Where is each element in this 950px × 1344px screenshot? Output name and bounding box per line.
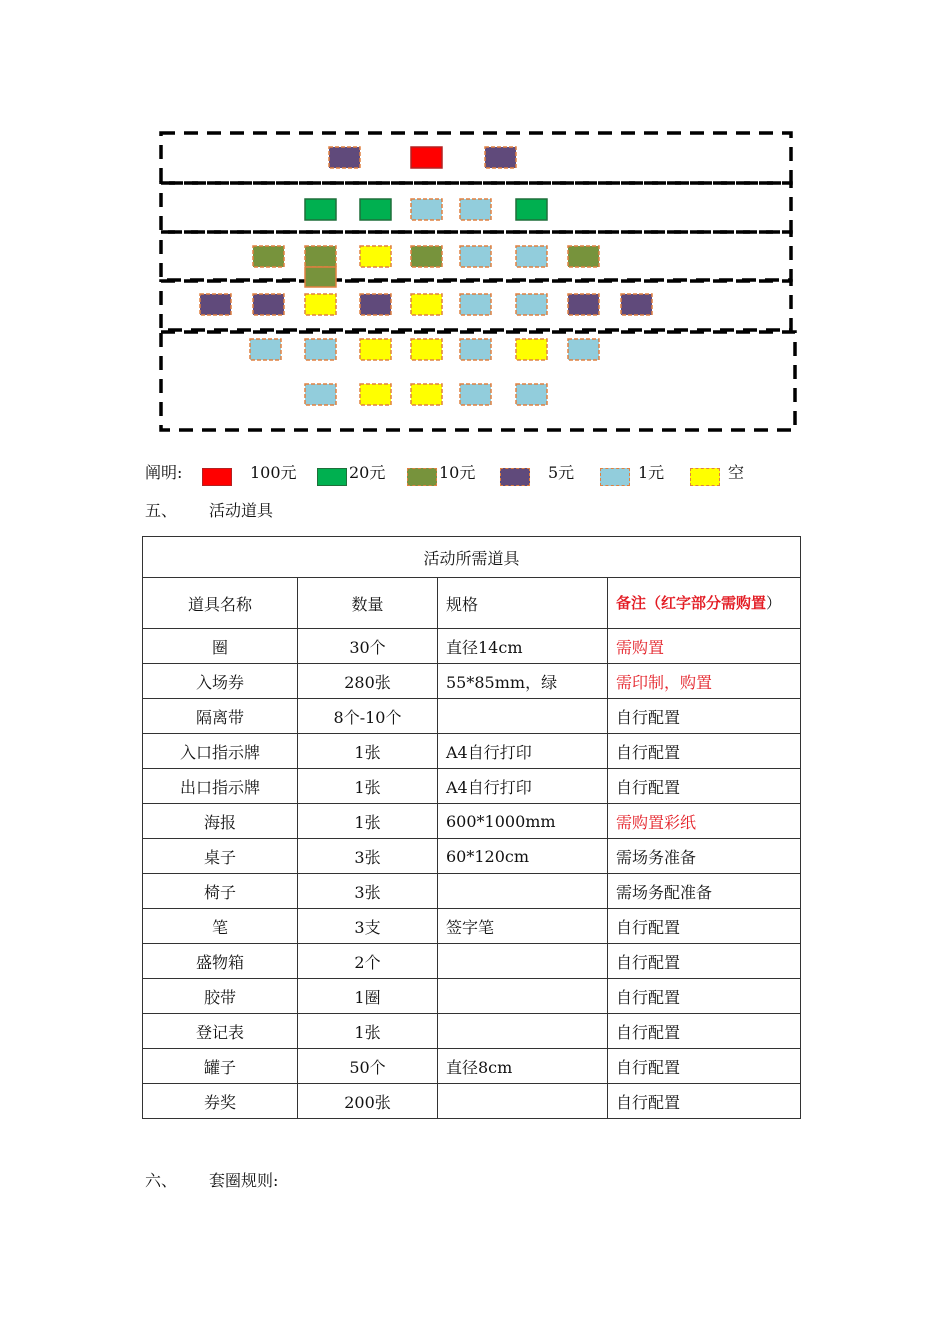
legend-text: 1元 — [638, 463, 665, 482]
cell-qty: 3张 — [298, 874, 438, 909]
cell-note: 自行配置 — [608, 944, 801, 979]
legend-swatch — [690, 468, 720, 486]
tile-1元 — [460, 246, 491, 267]
tile-1元 — [411, 199, 442, 220]
table-row — [143, 839, 801, 874]
table-row — [143, 979, 801, 1014]
cell-name: 罐子 — [143, 1049, 298, 1084]
cell-name: 券奖 — [143, 1084, 298, 1119]
cell-spec — [438, 874, 608, 909]
cell-name: 登记表 — [143, 1014, 298, 1049]
header-remark — [608, 578, 801, 629]
table-title-row — [143, 537, 801, 578]
section-six-title: 套圈规则: — [209, 1171, 279, 1190]
legend-swatch — [500, 468, 530, 486]
cell-name: 隔离带 — [143, 699, 298, 734]
legend-text: 10元 — [439, 463, 476, 482]
section-six-number: 六、 — [145, 1171, 178, 1190]
cell-note: 需场务配准备 — [608, 874, 801, 909]
tile-10元 — [253, 246, 284, 267]
cell-name: 出口指示牌 — [143, 769, 298, 804]
cell-qty: 1张 — [298, 804, 438, 839]
table-row — [143, 699, 801, 734]
tile-1元 — [460, 294, 491, 315]
legend-text: 5元 — [548, 463, 575, 482]
tile-1元 — [516, 246, 547, 267]
tile-1元 — [516, 384, 547, 405]
cell-qty: 3支 — [298, 909, 438, 944]
cell-name: 笔 — [143, 909, 298, 944]
table-row — [143, 769, 801, 804]
cell-spec — [438, 979, 608, 1014]
cell-name: 椅子 — [143, 874, 298, 909]
cell-spec: A4自行打印 — [438, 769, 608, 804]
legend-swatch — [202, 468, 232, 486]
cell-name: 入口指示牌 — [143, 734, 298, 769]
tile-1元 — [460, 339, 491, 360]
tile-空 — [411, 339, 442, 360]
header-remark-text: 备注（红字部分需购置 — [616, 594, 767, 612]
cell-spec: 签字笔 — [438, 909, 608, 944]
tile-空 — [360, 246, 391, 267]
tile-1元 — [516, 294, 547, 315]
header-qty: 数量 — [298, 578, 438, 629]
table-row — [143, 1049, 801, 1084]
tile-20元 — [305, 199, 336, 220]
cell-name: 入场券 — [143, 664, 298, 699]
header-name: 道具名称 — [143, 578, 298, 629]
cell-name: 胶带 — [143, 979, 298, 1014]
table-row — [143, 909, 801, 944]
cell-name: 海报 — [143, 804, 298, 839]
tile-1元 — [305, 339, 336, 360]
legend-swatch — [407, 468, 437, 486]
cell-qty: 1张 — [298, 734, 438, 769]
cell-spec: A4自行打印 — [438, 734, 608, 769]
cell-note: 自行配置 — [608, 909, 801, 944]
props-table — [142, 536, 801, 1119]
cell-note: 需购置彩纸 — [608, 804, 801, 839]
cell-note: 自行配置 — [608, 1014, 801, 1049]
cell-qty: 8个-10个 — [298, 699, 438, 734]
tile-10元-overlap — [305, 267, 336, 287]
table-header-row — [143, 578, 801, 629]
cell-qty: 2个 — [298, 944, 438, 979]
tile-100元 — [411, 147, 442, 168]
tile-20元 — [516, 199, 547, 220]
cell-note: 需场务准备 — [608, 839, 801, 874]
tile-5元 — [329, 147, 360, 168]
section-five-title: 活动道具 — [209, 501, 274, 520]
cell-spec: 55*85mm，绿 — [438, 664, 608, 699]
cell-note: 自行配置 — [608, 1084, 801, 1119]
table-row — [143, 874, 801, 909]
cell-qty: 30个 — [298, 629, 438, 664]
cell-qty: 1张 — [298, 1014, 438, 1049]
section-five-number: 五、 — [145, 501, 178, 520]
tile-10元 — [568, 246, 599, 267]
cell-qty: 1圈 — [298, 979, 438, 1014]
table-row — [143, 1084, 801, 1119]
legend-swatch — [600, 468, 630, 486]
cell-qty: 3张 — [298, 839, 438, 874]
cell-name: 桌子 — [143, 839, 298, 874]
cell-spec: 600*1000mm — [438, 804, 608, 839]
tile-1元 — [250, 339, 281, 360]
cell-qty: 1张 — [298, 769, 438, 804]
tile-10元 — [305, 246, 336, 267]
cell-note: 自行配置 — [608, 979, 801, 1014]
tile-5元 — [621, 294, 652, 315]
tile-10元 — [411, 246, 442, 267]
header-remark-tail: ） — [766, 594, 782, 612]
tile-1元 — [305, 384, 336, 405]
lane-1 — [161, 133, 791, 183]
cell-name: 盛物箱 — [143, 944, 298, 979]
section-five-heading — [145, 498, 273, 521]
legend-text: 20元 — [349, 463, 386, 482]
tile-空 — [360, 339, 391, 360]
section-six-heading — [145, 1168, 278, 1191]
cell-spec: 直径8cm — [438, 1049, 608, 1084]
cell-note: 自行配置 — [608, 699, 801, 734]
table-title: 活动所需道具 — [143, 537, 801, 578]
ring-toss-layout-diagram — [0, 0, 950, 450]
cell-name: 圈 — [143, 629, 298, 664]
tile-5元 — [360, 294, 391, 315]
cell-qty: 50个 — [298, 1049, 438, 1084]
tile-空 — [516, 339, 547, 360]
table-row — [143, 944, 801, 979]
legend-text: 空 — [728, 463, 745, 482]
cell-note: 需购置 — [608, 629, 801, 664]
table-row — [143, 734, 801, 769]
tile-5元 — [200, 294, 231, 315]
tile-5元 — [568, 294, 599, 315]
table-row — [143, 804, 801, 839]
table-row — [143, 629, 801, 664]
tile-1元 — [568, 339, 599, 360]
cell-spec: 直径14cm — [438, 629, 608, 664]
cell-spec — [438, 944, 608, 979]
legend-label: 阐明: — [145, 463, 183, 482]
cell-note: 自行配置 — [608, 734, 801, 769]
tile-1元 — [460, 199, 491, 220]
cell-note: 需印制，购置 — [608, 664, 801, 699]
cell-qty: 200张 — [298, 1084, 438, 1119]
tile-空 — [360, 384, 391, 405]
table-row — [143, 1014, 801, 1049]
cell-spec — [438, 699, 608, 734]
cell-qty: 280张 — [298, 664, 438, 699]
cell-spec: 60*120cm — [438, 839, 608, 874]
legend-swatch — [317, 468, 347, 486]
header-spec: 规格 — [438, 578, 608, 629]
table-row — [143, 664, 801, 699]
cell-note: 自行配置 — [608, 1049, 801, 1084]
cell-spec — [438, 1084, 608, 1119]
tile-空 — [305, 294, 336, 315]
tile-20元 — [360, 199, 391, 220]
tile-空 — [411, 384, 442, 405]
tile-5元 — [253, 294, 284, 315]
cell-spec — [438, 1014, 608, 1049]
tile-空 — [411, 294, 442, 315]
tile-5元 — [485, 147, 516, 168]
cell-note: 自行配置 — [608, 769, 801, 804]
legend-text: 100元 — [250, 463, 297, 482]
tile-1元 — [460, 384, 491, 405]
